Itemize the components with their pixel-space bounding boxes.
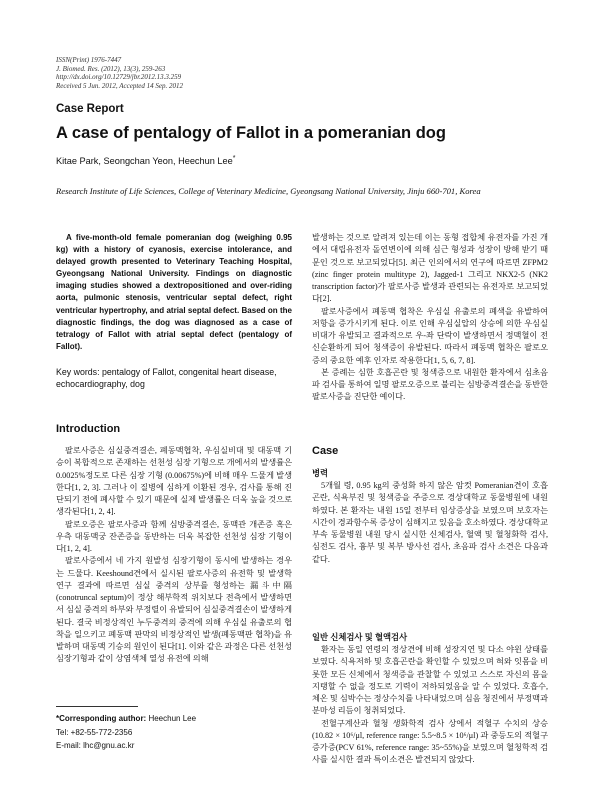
corresponding-name: Heechun Lee [148,714,197,723]
corresponding-email[interactable]: E-mail: lhc@gnu.ac.kr [56,741,135,750]
received-accepted-dates: Received 5 Jun. 2012, Accepted 14 Sep. 2012 [56,81,183,90]
case-heading: Case [312,445,339,457]
author-names: Kitae Park, Seongchan Yeon, Heechun Lee [56,156,233,167]
introduction-body [56,445,292,666]
author-list [56,155,235,166]
introduction-heading: Introduction [56,423,121,435]
introduction-continued [312,232,548,404]
issn: ISSN(Print) 1976-7447 [56,56,122,64]
intro-paragraph: 본 증례는 심한 호흡곤란 및 청색증으로 내원한 환자에서 심초음파 검사를 통하여 일명 팔로오증으로 불리는 심방중격결손을 동반한 팔로사증을 진단한 예이다. [312,367,548,402]
abstract-text: A five-month-old female pomeranian dog (weighing 0.95 kg) with a history of cyanosis, exercise intolerance, and delayed growth presented to Veterinary Teaching Hospital, Gyeongsang National University. Findings on diagnostic imaging studies showed a dextropositioned and over-riding aorta, pulmonic stenosis, ventricular septal defect, right ventricular hypertrophy, and atrial septal defect. Based on the diagnostic findings, the dog was diagnosed as a case of tetralogy of Fallot with atrial septal defect (pentalogy of Fallot). [56,233,292,351]
intro-paragraph: 팔로사증에서 폐동맥 협착은 우심실 유출로의 폐색을 유발하여 저항을 증가시키게 된다. 이로 인해 우심실압의 상승에 의한 우심실 비대가 유발되고 결과적으로 우-좌 단락이 발생하면서 정맥혈이 전신순환하게 되어 청색증이 유발된다. 따라서 폐동맥 협착은 팔로오증의 중요한 예후 인자로 작용한다[1, 5, 6, 7, 8]. [312,306,548,365]
journal-metadata [56,56,183,90]
history-body [312,480,548,566]
corresponding-mark: * [232,155,236,162]
exam-body [312,644,548,767]
history-heading: 병력 [312,468,329,478]
doi-link[interactable]: http://dx.doi.org/10.12729/jbr.2012.13.3.259 [56,73,182,82]
intro-paragraph: 팔로사증에서 네 가지 원발성 심장기형이 동시에 발생하는 경우는 드물다. Keeshound견에서 실시된 팔로사증의 유전학 및 발생학 연구 결과에 따르면 심실 중격의 상부를 형성하는 漏斗中隔(conotruncal septum)이 정상 해부학적 위치보다 전측에서 발생하면서 심실 중격의 하부와 부정렬이 유발되어 심실중격결손이 발생하게 된다. 결국 비정상적인 누두중격의 중격에 의해 우심실 유출로의 협착을 일으키고 폐동맥 판막의 비정상적인 발생(폐동맥판 협착)을 유발하며 대동맥 기승의 원인이 된다[1]. 이와 같은 과정은 다른 선천성 심장기형과 같이 상염색체 열성 유전에 의해 [56,556,292,664]
corresponding-label: *Corresponding author: [56,714,147,723]
intro-paragraph: 팔로오증은 팔로사증과 함께 심방중격결손, 동맥관 개존증 혹은 우측 대동맥궁 잔존증을 동반하는 더욱 복잡한 선천성 심장 기형이다[1, 2, 4]. [56,519,292,553]
intro-paragraph: 발생하는 것으로 알려져 있는데 이는 동형 접합체 유전자를 가진 개에서 대립유전자 돌연변이에 의해 심근 형성과 성장이 방해 받기 때문인 것으로 보고되었다[5]. 최근 인의에서의 연구에 따르면 ZFPM2 (zinc finger protein multitype 2), Jagged-1 그리고 NKX2-5 (NK2 transcription factor)가 팔로사증 발생과 관련되는 유전자로 보고되었다[2]. [312,233,548,304]
keywords [56,366,292,391]
abstract-block [56,232,292,391]
exam-paragraph: 환자는 동일 연령의 정상견에 비해 성장지연 및 다소 야윈 상태를 보였다. 식욕저하 및 호흡곤란을 확인할 수 있었으며 혀와 잇몸을 비롯한 모든 신체에서 청색증을 관찰할 수 있었고 스스로 자신의 몸을 지탱할 수 없을 정도로 기력이 저하되었음을 알 수 있었다. 호흡수, 체온 및 심박수는 정상수치를 나타내었으며 심음 청진에서 부정맥과 분마성 리듬이 청취되었다. [312,645,548,716]
article-title: A case of pentalogy of Fallot in a pomeranian dog [56,124,446,142]
keywords-label: Key words: [56,366,100,377]
intro-paragraph: 팔로사증은 심실중격결손, 폐동맥협착, 우심실비대 및 대동맥 기승이 복합적으로 존재하는 선천성 심장 기형으로 개에서의 발생률은 0.0025%정도로 다른 심장 기형 (0.00675%)에 비해 매우 드물게 발생한다[1, 2, 3]. 그러나 이 질병에 심하게 이환된 경우, 검사를 통해 진단되기 전에 폐사할 수 있기 때문에 실제 발생률은 더욱 높을 것으로 생각된다[1, 2, 4]. [56,446,292,517]
exam-paragraph: 전혈구계산과 혈청 생화학적 검사 상에서 적혈구 수치의 상승(10.82 × 10⁶/μl, reference range: 5.5~8.5 × 10⁶/μl) 과 중등도의 적혈구 증가증(PCV 61%, reference range: 35~55%)을 보였으며 혈청학적 검사를 실시한 결과 특이소견은 발견되지 않았다. [312,718,548,765]
footnote-divider [56,706,138,707]
corresponding-tel: Tel: +82-55-772-2356 [56,727,133,737]
article-type: Case Report [56,103,124,115]
exam-heading: 일반 신체검사 및 혈액검사 [312,632,408,642]
correspondence-footnote [56,712,196,753]
affiliation: Research Institute of Life Sciences, College of Veterinary Medicine, Gyeongsang National University, Jinju 660-701, Korea [56,186,481,196]
journal-citation: J. Biomed. Res. (2012), 13(3), 259-263 [56,64,166,73]
history-paragraph: 5개월 령, 0.95 kg의 중성화 하지 않은 암컷 Pomeranian견이 호흡곤란, 식욕부진 및 청색증을 주증으로 경상대학교 동물병원에 내원하였다. 본 환자는 내원 15일 전부터 임상증상을 보였으며 보호자는 시간이 경과함수록 증상이 심해지고 있음을 호소하였다. 경상대학교 부속 동물병원 내원 당시 실시한 신체검사, 혈액 및 혈청화학 검사, 심전도 검사, 흉부 및 복부 방사선 검사, 초음파 검사 소견은 다음과 같다. [312,481,548,564]
keywords-list: pentalogy of Fallot, congenital heart disease, echocardiography, dog [56,366,277,390]
